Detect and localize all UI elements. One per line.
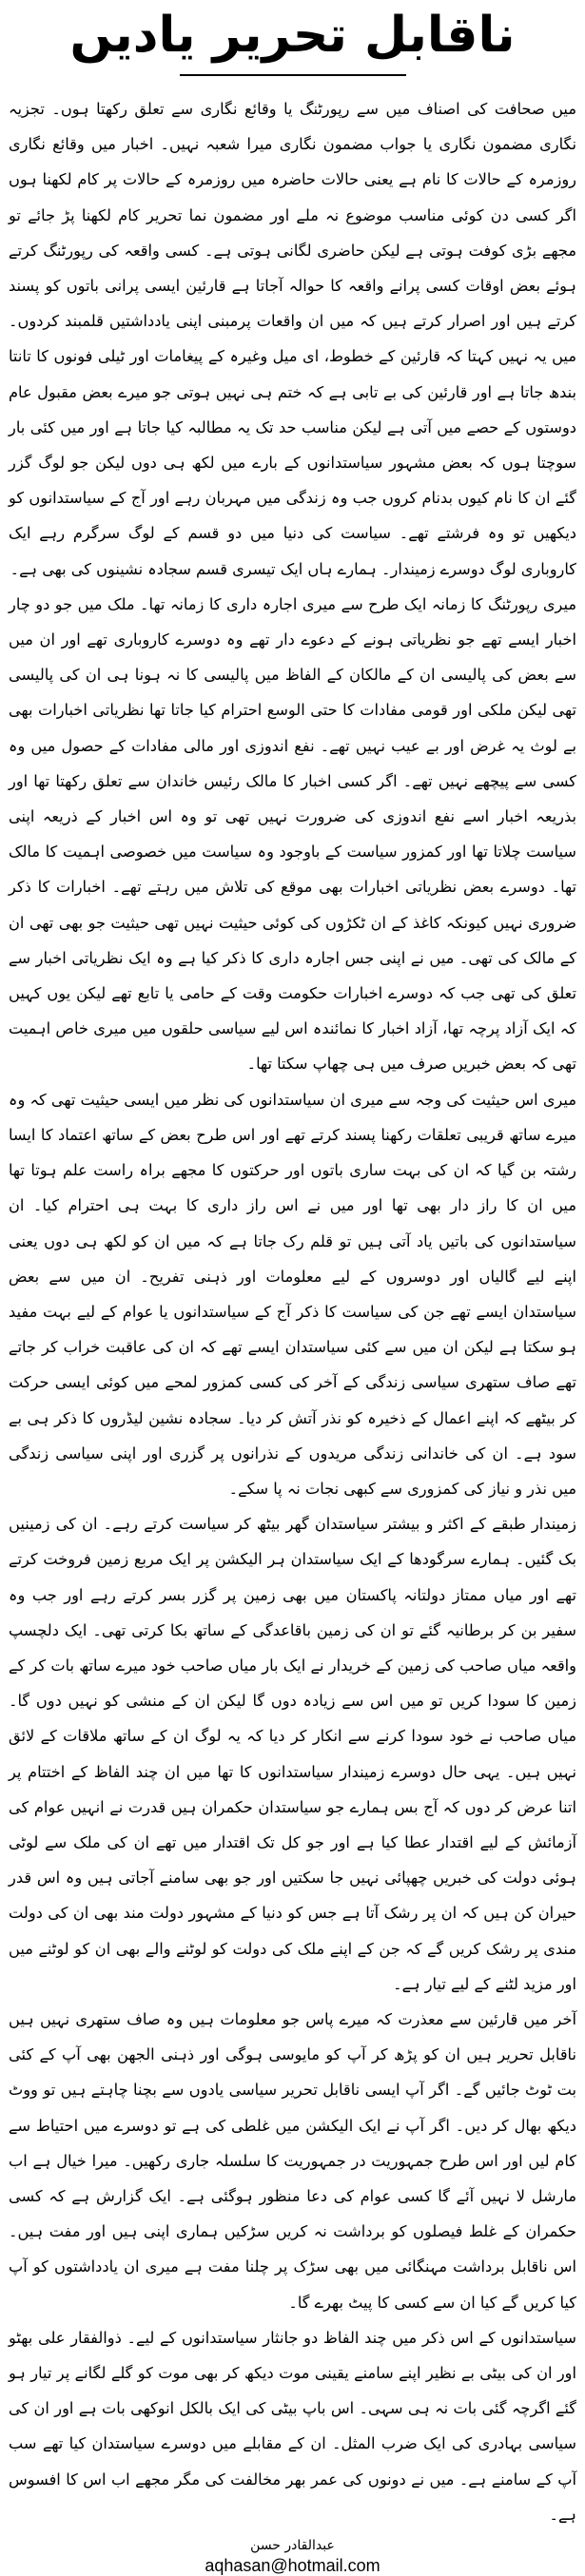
article-page: [0, 4, 585, 2576]
article-paragraph-2: میری رپورٹنگ کا زمانہ ایک طرح سے میری اجارہ داری کا زمانہ تھا۔ ملک میں جو دو چار اخبار ایسے تھے جو نظریاتی ہونے کے دعوے دار تھے وہ دوسرے کاروباری تھے اور ان میں سے بعض کی پالیسی ان کے مالکان کے الفاظ میں پالیسی کا نہ ہونا ہی ان کی پالیسی تھی لیکن ملکی اور قومی مفادات کا حتی الوسع احترام کیا جاتا تھا نظریاتی اخبارات بھی بے لوث یہ غرض اور بے عیب نہیں تھے۔ نفع اندوزی اور مالی مفادات کے حصول میں وہ کسی سے پیچھے نہیں تھے۔ اگر کسی اخبار کا مالک رئیس خاندان سے تعلق رکھتا تھا اور بذریعہ اخبار اسے نفع اندوزی کی ضرورت نہیں تھی تو وہ اس اخبار کے ذریعہ اپنی سیاست چلاتا تھا اور کمزور سیاست کے باوجود وہ سیاست میں خصوصی اہمیت کا مالک تھا۔ دوسرے بعض نظریاتی اخبارات بھی موقع کی تلاش میں رہتے تھے۔ اخبارات کا ذکر ضروری نہیں کیونکہ کاغذ کے ان ٹکڑوں کی کوئی حیثیت نہیں تھی حیثیت جو بھی تھی ان کے مالک کی تھی۔ میں نے اپنی جس اجارہ داری کا ذکر کیا ہے وہ ایک نظریاتی اخبار سے تعلق کی تھی جب کہ دوسرے اخبارات حکومت وقت کے حامی یا تابع تھے لیکن یوں کہیں کہ ایک آزاد پرچہ تھا، آزاد اخبار کا نمائندہ اس لیے سیاسی حلقوں میں میری خاص اہمیت تھی کہ بعض خبریں صرف میں ہی چھاپ سکتا تھا۔: [9, 594, 576, 1074]
author-name: عبدالقادر حسن: [250, 2538, 335, 2554]
article-paragraph-6: سیاستدانوں کے اس ذکر میں چند الفاظ دو جانثار سیاستدانوں کے لیے۔ ذوالفقار علی بھٹو اور ان کی بیٹی بے نظیر اپنے سامنے یقینی موت دیکھ کر بھی موت کو گلے لگانے پر تیار ہو گئے اگرچہ گئی بات نہ ہی سہی۔ اس باپ بیٹی کی ایک بالکل انوکھی بات ہے اور ان کی سیاسی بہادری کی ایک ضرب المثل۔ ان کے مقابلے میں دوسرے سیاستدان کیا تھے سب آپ کے سامنے ہے۔ میں نے دونوں کی عمر بھر مخالفت کی مگر مجھے اب اس کا افسوس ہے۔: [9, 2328, 576, 2524]
article-title: ناقابل تحریر یادیں: [69, 7, 516, 64]
article-body: [9, 91, 576, 2532]
article-paragraph-1: میں صحافت کی اصناف میں سے رپورٹنگ یا وقائع نگاری سے تعلق رکھتا ہوں۔ تجزیہ نگاری مضمون نگاری یا جواب مضمون نگاری میرا شعبہ نہیں۔ اخبار میں وقائع نگاری روزمرہ کے حالات کا نام ہے یعنی حالات حاضرہ میں روزمرہ کے حالات پر کام لکھنا ہوں اگر کسی دن کوئی مناسب موضوع نہ ملے اور مضمون نما تحریر کام لکھنا پڑ جائے تو مجھے بڑی کوفت ہوتی ہے لیکن حاضری لگانی ہوتی ہے۔ کسی واقعہ کی رپورٹنگ کرتے ہوئے بعض اوقات کسی پرانے واقعہ کا حوالہ آجاتا ہے قارئین ایسی پرانی باتوں کو پسند کرتے ہیں اور اصرار کرتے ہیں کہ میں ان واقعات پرمبنی اپنی یادداشتیں قلمبند کردوں۔ میں یہ نہیں کہتا کہ قارئین کے خطوط، ای میل وغیرہ کے پیغامات اور ٹیلی فونوں کا تانتا بندھ جاتا ہے اور قارئین کی بے تابی ہے کہ ختم ہی نہیں ہوتی جو میرے بعض مقبول عام دوستوں کے حصے میں آتی ہے لیکن مناسب حد تک یہ مطالبہ کیا جاتا ہے اور میں کئی بار سوچتا ہوں کہ بعض مشہور سیاستدانوں کے بارے میں لکھ ہی دوں لیکن جو لوگ گزر گئے ان کا نام کیوں بدنام کروں جب وہ زندگی میں مہربان رہے اور آج کے سیاستدانوں کو دیکھیں تو وہ فرشتے تھے۔ سیاست کی دنیا میں دو قسم کے لوگ سرگرم رہے ایک کاروباری لوگ دوسرے زمیندار۔ ہمارے ہاں ایک تیسری قسم سجادہ نشینوں کی بھی ہے۔: [9, 100, 576, 578]
article-paragraph-5: آخر میں قارئین سے معذرت کہ میرے پاس جو معلومات ہیں وہ صاف ستھری نہیں ہیں ناقابل تحریر ہیں ان کو پڑھ کر آپ کو مایوسی ہوگی اور ذہنی الجھن بھی آپ کے کئی بت ٹوٹ جائیں گے۔ اگر آپ ایسی ناقابل تحریر سیاسی یادوں سے بچنا چاہتے ہیں تو ووٹ دیکھ بھال کر دیں۔ اگر آپ نے ایک الیکشن میں غلطی کی ہے تو دوسرے میں احتیاط سے کام لیں اور اس طرح جمہوریت در جمہوریت کا سلسلہ جاری رکھیں۔ میرا خیال ہے اب مارشل لا نہیں آئے گا کسی عوام کی دعا منظور ہوگئی ہے۔ ایک گزارش ہے کہ کسی حکمران کے غلط فیصلوں کو برداشت نہ کریں سڑکیں ہماری اپنی ہیں اور مفت ہیں۔ اس ناقابل برداشت مہنگائی میں بھی سڑک پر چلنا مفت ہے میری ان یادداشتوں کو آپ کیا کریں گے کیا ان سے کسی کا پیٹ بھرے گا۔: [9, 2009, 576, 2312]
title-underline: [180, 74, 406, 76]
article-paragraph-4: زمیندار طبقے کے اکثر و بیشتر سیاستدان گھر بیٹھ کر سیاست کرتے رہے۔ ان کی زمینیں بک گئیں۔ ہمارے سرگودھا کے ایک سیاستدان ہر الیکشن پر ایک مربع زمین فروخت کرتے تھے اور میاں ممتاز دولتانہ پاکستان میں بھی زمین پر گزر بسر کرتے رہے اور جب وہ سفیر بن کر برطانیہ گئے تو ان کی زمین باقاعدگی کے ساتھ بکا کرتی تھی۔ ایک دلچسپ واقعہ میاں صاحب کی زمین کے خریدار نے ایک بار میاں صاحب خود میرے ساتھ بات کر کے زمین کا سودا کریں تو میں اس سے زیادہ دوں گا لیکن ان کے منشی کو نہیں دوں گا۔ میاں صاحب نے خود سودا کرنے سے انکار کر دیا کہ یہ لوگ ان کے ساتھ ملاقات کے لائق نہیں ہیں۔ یہی حال دوسرے زمیندار سیاستدانوں کا تھا میں ان چند الفاظ کے اختتام پر اتنا عرض کر دوں کہ آج بس ہمارے جو سیاستدان حکمران ہیں قدرت نے انہیں عوام کی آزمائش کے لیے اقتدار عطا کیا ہے اور جو کل تک اقتدار میں تھے ان کی ملک سے لوٹی ہوئی دولت کی خبریں چھپائی نہیں جا سکتیں اور جو بھی سامنے آجاتی ہیں وہ اس قدر حیران کن ہیں کہ ان پر رشک آتا ہے جس کو دنیا کے مشہور دولت مند بھی ان کی دولت مندی پر رشک کریں گے کہ جن کے اپنے ملک کی دولت کو لوٹنے والے بھی ان کو لوٹنے میں اور مزید لٹنے کے لیے تیار ہے۔: [9, 1515, 576, 1993]
article-paragraph-3: میری اس حیثیت کی وجہ سے میری ان سیاستدانوں کی نظر میں ایسی حیثیت تھی کہ وہ میرے ساتھ قریبی تعلقات رکھنا پسند کرتے تھے اور اس طرح بعض کے ساتھ اعتماد کا ایسا رشتہ بن گیا کہ ان کی بہت ساری باتوں اور حرکتوں کا مجھے براہ راست علم ہوتا تھا میں ان کا راز دار بھی تھا اور میں نے اس راز داری کا بہت ہی احترام کیا۔ ان سیاستدانوں کی باتیں یاد آتی ہیں تو قلم رک جاتا ہے کہ میں ان کو لکھ ہی دوں یعنی اپنے لیے گالیاں اور دوسروں کے لیے معلومات اور ذہنی تفریح۔ ان میں سے بعض سیاستدان ایسے تھے جن کی سیاست کا ذکر آج کے سیاستدانوں یا عوام کے لیے بہت مفید ہو سکتا ہے لیکن ان میں سے کئی سیاستدان ایسے تھے کہ ان کی عاقبت خراب کر جاتے تھے صاف ستھری سیاسی زندگی کے آخر کی کسی کمزور لمحے میں کوئی ایسی حرکت کر بیٹھے کہ اپنے اعمال کے ذخیرہ کو نذر آتش کر دیا۔ سجادہ نشین لیڈروں کا ذکر ہی بے سود ہے۔ ان کی خاندانی زندگی مریدوں کے نذرانوں پر گزری اور اپنی سیاسی زندگی میں نذر و نیاز کی کمزوری سے کبھی نجات نہ پا سکے۔: [9, 1090, 576, 1498]
author-email: aqhasan@hotmail.com: [205, 2556, 380, 2576]
